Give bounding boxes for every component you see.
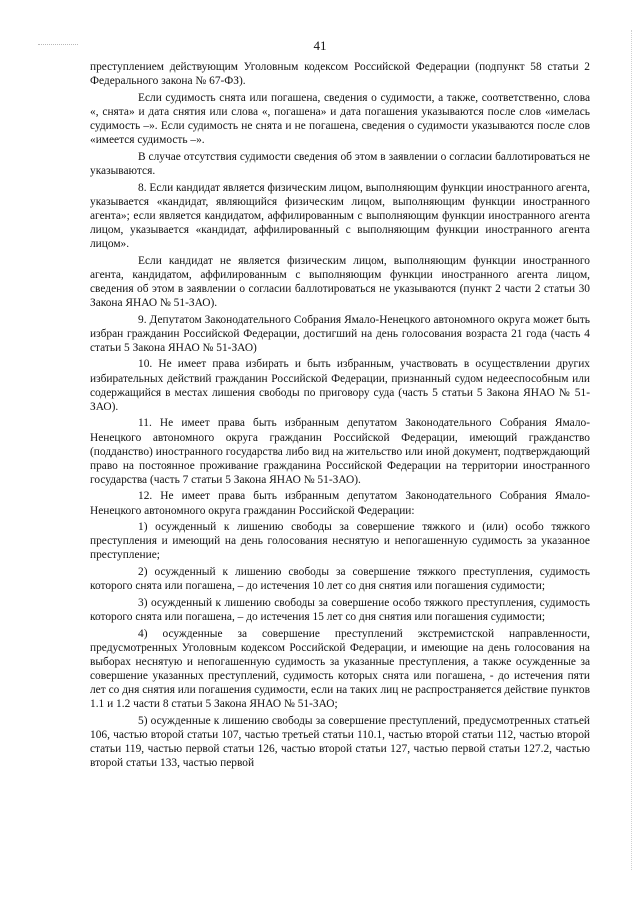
paragraph-item-11: 11. Не имеет права быть избранным депутатом Законодательного Собрания Ямало-Ненецкого автономного округа гражданин Российской Федерации, имеющий гражданство (подданство) иностранного государства либо вид на жительство или иной документ, подтверждающий право на постоянное проживание гражданина Российской Федерации на территории иностранного государства (часть 7 статьи 5 Закона ЯНАО № 51-ЗАО). <box>90 417 590 486</box>
paragraph-no-conviction: В случае отсутствия судимости сведения об этом в заявлении о согласии баллотироваться не указываются. <box>90 150 590 177</box>
paragraph-subitem-1: 1) осужденный к лишению свободы за совершение тяжкого и (или) особо тяжкого преступления и имеющий на день голосования неснятую и непогашенную судимость за указанное преступление; <box>90 521 590 562</box>
paragraph-continuation: преступлением действующим Уголовным кодексом Российской Федерации (подпункт 58 статьи 2 Федерального закона № 67-ФЗ). <box>90 61 590 88</box>
page-edge-line <box>631 30 632 870</box>
paragraph-subitem-2: 2) осужденный к лишению свободы за совершение тяжкого преступления, судимость которого снята или погашена, – до истечения 10 лет со дня снятия или погашения судимости; <box>90 566 590 593</box>
document-body <box>90 60 590 773</box>
paragraph-subitem-3: 3) осужденный к лишению свободы за совершение особо тяжкого преступления, судимость которого снята или погашена, – до истечения 15 лет со дня снятия или погашения судимости; <box>90 596 590 623</box>
paragraph-item-9: 9. Депутатом Законодательного Собрания Ямало-Ненецкого автономного округа может быть избран гражданин Российской Федерации, достигший на день голосования возраста 21 года (часть 4 статьи 5 Закона ЯНАО № 51-ЗАО) <box>90 313 590 354</box>
paragraph-conviction-removed: Если судимость снята или погашена, сведения о судимости, а также, соответственно, слова «, снята» и дата снятия или слова «, погашена» и дата погашения указываются после слов «имелась судимость –». Если судимость не снята и не погашена, сведения о судимости указываются после слов «имеется судимость –». <box>90 91 590 147</box>
paragraph-item-12: 12. Не имеет права быть избранным депутатом Законодательного Собрания Ямало-Ненецкого автономного округа гражданин Российской Федерации: <box>90 490 590 517</box>
page-number: 41 <box>313 38 327 53</box>
paragraph-subitem-4: 4) осужденные за совершение преступлений экстремистской направленности, предусмотренных Уголовным кодексом Российской Федерации, и имеющие на день голосования на выборах неснятую и непогашенную судимость за указанные преступления, а также осужденные за совершение указанных преступлений, судимость которых снята или погашена, - до истечения пяти лет со дня снятия или погашения судимости, если на таких лиц не распространяется действие пунктов 1.1 и 1.2 части 8 статьи 5 Закона ЯНАО № 51-ЗАО; <box>90 627 590 711</box>
paragraph-item-8: 8. Если кандидат является физическим лицом, выполняющим функции иностранного агента, указывается «кандидат, являющийся физическим лицом, выполняющим функции иностранного агента»; если является кандидатом, аффилированным с выполняющим функции иностранного агента лицом, указывается «кандидат, аффилированный с выполняющим функции иностранного агента лицом». <box>90 181 591 250</box>
paragraph-item-10: 10. Не имеет права избирать и быть избранным, участвовать в осуществлении других избирательных действий гражданин Российской Федерации, признанный судом недееспособным или содержащийся в местах лишения свободы по приговору суда (часть 5 статьи 5 Закона ЯНАО № 51-ЗАО). <box>90 358 590 413</box>
paragraph-not-foreign-agent: Если кандидат не является физическим лицом, выполняющим функции иностранного агента, кандидатом, аффилированным с выполняющим функции иностранного агента лицом, сведения об этом в заявлении о согласии баллотироваться не указываются (пункт 2 части 2 статьи 30 Закона ЯНАО № 51-ЗАО). <box>90 254 590 309</box>
paragraph-subitem-5: 5) осужденные к лишению свободы за совершение преступлений, предусмотренных статьей 106, частью второй статьи 107, частью третьей статьи 110.1, частью второй статьи 112, частью второй статьи 119, частью первой статьи 126, частью второй статьи 127, частью первой статьи 127.2, частью второй статьи 133, частью первой <box>90 714 590 770</box>
